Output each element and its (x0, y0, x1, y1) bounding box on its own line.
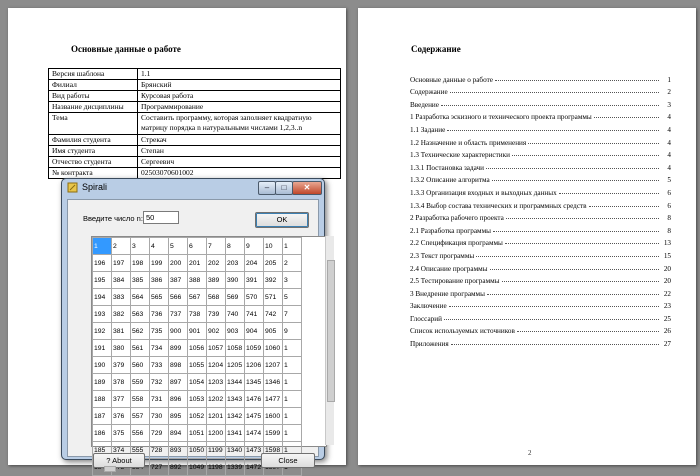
grid-cell[interactable]: 1053 (188, 391, 207, 408)
info-value: Составить программу, которая заполняет квадратную матрицу порядка n натуральными числами 1,2,3..n (138, 113, 341, 135)
number-prompt-label: Введите число n: (83, 214, 143, 223)
horizontal-scrollbar-thumb[interactable] (104, 466, 116, 472)
info-row (49, 91, 341, 102)
grid-cell[interactable]: 897 (169, 374, 188, 391)
grid-cell[interactable]: 194 (93, 289, 112, 306)
grid-cell[interactable]: 195 (93, 272, 112, 289)
grid-cell[interactable]: 1057 (207, 340, 226, 357)
toc-page: 20 (663, 264, 671, 273)
spirali-dialog (61, 178, 325, 471)
grid-cell[interactable]: 730 (150, 408, 169, 425)
info-label: Отчество студента (49, 157, 138, 168)
grid-cell[interactable]: 380 (112, 340, 131, 357)
toc-leader (502, 280, 660, 282)
grid-cell[interactable]: 197 (112, 255, 131, 272)
toc-entry[interactable] (410, 121, 671, 134)
toc-leader (594, 116, 659, 118)
toc-page: 6 (667, 188, 671, 197)
toc-page: 22 (663, 289, 671, 298)
toc-title: Введение (410, 100, 439, 109)
grid-cell[interactable]: 2 (283, 255, 302, 272)
grid-cell[interactable]: 189 (93, 374, 112, 391)
grid-cell[interactable]: 1055 (188, 357, 207, 374)
grid-cell[interactable]: 382 (112, 306, 131, 323)
toc-entry[interactable] (410, 96, 671, 109)
toc-page: 1 (667, 75, 671, 84)
info-row (49, 80, 341, 91)
info-row (49, 157, 341, 168)
grid-cell[interactable]: 569 (226, 289, 245, 306)
info-row (49, 146, 341, 157)
toc-leader (451, 343, 659, 345)
grid-cell[interactable]: 742 (264, 306, 283, 323)
toc-page: 26 (663, 327, 671, 336)
grid-cell[interactable]: 391 (245, 272, 264, 289)
toc-title: Список используемых источников (410, 327, 515, 336)
grid-cell[interactable]: 731 (150, 391, 169, 408)
toc-leader (517, 330, 659, 332)
info-row (49, 135, 341, 146)
grid-cell[interactable]: 381 (112, 323, 131, 340)
info-label: Тема (49, 113, 138, 135)
toc-title: 2.2 Спецификация программы (410, 239, 503, 248)
grid-cell[interactable]: 200 (169, 255, 188, 272)
grid-cell[interactable]: 1339 (226, 459, 245, 476)
grid-cell[interactable]: 205 (264, 255, 283, 272)
grid-cell[interactable]: 187 (93, 408, 112, 425)
toc-page: 5 (667, 176, 671, 185)
grid-cell[interactable]: 1199 (207, 442, 226, 459)
grid-cell[interactable]: 188 (93, 391, 112, 408)
grid-cell[interactable]: 896 (169, 391, 188, 408)
grid-cell[interactable]: 377 (112, 391, 131, 408)
toc-leader (450, 91, 659, 93)
info-label: Версия шаблона (49, 69, 138, 80)
info-label: Филиал (49, 80, 138, 91)
toc-leader (486, 167, 659, 169)
document-page-2 (358, 8, 696, 465)
grid-cell[interactable]: 736 (150, 306, 169, 323)
grid-cell[interactable]: 376 (112, 408, 131, 425)
toc-title: 1.3.1 Постановка задачи (410, 163, 484, 172)
grid-cell[interactable]: 1058 (226, 340, 245, 357)
grid-cell[interactable]: 735 (150, 323, 169, 340)
toc-entry[interactable] (410, 71, 671, 84)
toc-leader (490, 268, 659, 270)
grid-cell[interactable]: 384 (112, 272, 131, 289)
info-value: Брянский (138, 80, 341, 91)
grid-cell[interactable]: 3 (283, 272, 302, 289)
grid-row (93, 306, 302, 323)
grid-cell[interactable]: 190 (93, 357, 112, 374)
toc-leader (447, 129, 659, 131)
vertical-scrollbar[interactable] (325, 236, 334, 445)
grid-cell[interactable]: 905 (264, 323, 283, 340)
toc-leader (493, 230, 659, 232)
grid-cell[interactable]: 556 (131, 425, 150, 442)
grid-cell[interactable]: 732 (150, 374, 169, 391)
toc-entry[interactable] (410, 335, 671, 348)
toc-entry[interactable] (410, 134, 671, 147)
info-value: Курсовая работа (138, 91, 341, 102)
window-title: Spirali (82, 182, 108, 192)
grid-cell[interactable]: 385 (131, 272, 150, 289)
toc-title: Заключение (410, 302, 447, 311)
info-value: Программирование (138, 102, 341, 113)
grid-cell[interactable]: 738 (188, 306, 207, 323)
grid-cell[interactable]: 1343 (226, 391, 245, 408)
toc-page: 27 (663, 340, 671, 349)
grid-cell[interactable]: 374 (112, 442, 131, 459)
toc-page: 3 (667, 100, 671, 109)
toc-leader (528, 142, 659, 144)
grid-cell[interactable]: 390 (226, 272, 245, 289)
grid-cell[interactable]: 1059 (245, 340, 264, 357)
grid-cell[interactable]: 729 (150, 425, 169, 442)
toc-title: 2.3 Текст программы (410, 251, 475, 260)
toc-entry[interactable] (410, 109, 671, 122)
grid-cell[interactable]: 196 (93, 255, 112, 272)
info-row (49, 102, 341, 113)
toc-title: Содержание (410, 88, 448, 97)
grid-cell[interactable]: 6 (188, 238, 207, 255)
number-input[interactable]: 50 (143, 211, 179, 224)
info-value: Степан (138, 146, 341, 157)
toc-leader (487, 293, 659, 295)
toc-title: 1.3.2 Описание алгоритма (410, 176, 490, 185)
toc-title: Приложения (410, 340, 449, 349)
info-value: Стрекач (138, 135, 341, 146)
grid-row (93, 357, 302, 374)
grid-cell[interactable]: 3 (131, 238, 150, 255)
toc-title: 3 Внедрение программы (410, 289, 485, 298)
toc-leader (589, 205, 659, 207)
page-number: 2 (528, 449, 532, 457)
toc-leader (444, 318, 659, 320)
toc-entry[interactable] (410, 210, 671, 223)
toc-entry[interactable] (410, 273, 671, 286)
toc-page: 23 (663, 302, 671, 311)
grid-cell[interactable]: 1207 (264, 357, 283, 374)
grid-cell[interactable]: 734 (150, 340, 169, 357)
grid-cell[interactable]: 2 (112, 238, 131, 255)
toc-leader (492, 179, 659, 181)
grid-cell[interactable]: 1052 (188, 408, 207, 425)
grid-cell[interactable]: 1 (283, 408, 302, 425)
grid-row (93, 374, 302, 391)
toc-entry[interactable] (410, 197, 671, 210)
grid-cell[interactable]: 1200 (207, 425, 226, 442)
grid-cell[interactable]: 1201 (207, 408, 226, 425)
grid-row (93, 340, 302, 357)
grid-cell[interactable]: 1049 (188, 459, 207, 476)
grid-cell[interactable]: 562 (131, 323, 150, 340)
grid-cell[interactable]: 392 (264, 272, 283, 289)
toc-title: 2.5 Тестирование программы (410, 277, 500, 286)
grid-cell[interactable]: 892 (169, 459, 188, 476)
grid-cell[interactable]: 1474 (245, 425, 264, 442)
toc-leader (495, 79, 659, 81)
toc-page: 8 (667, 226, 671, 235)
toc-leader (559, 192, 659, 194)
toc-title: 1.3.4 Выбор состава технических и программных средств (410, 201, 587, 210)
grid-row (93, 272, 302, 289)
grid-cell[interactable]: 1345 (245, 374, 264, 391)
grid-cell[interactable]: 7 (207, 238, 226, 255)
toc-page: 2 (667, 88, 671, 97)
grid-cell[interactable]: 899 (169, 340, 188, 357)
toc-title: Глоссарий (410, 314, 442, 323)
grid-cell[interactable]: 893 (169, 442, 188, 459)
toc-leader (449, 305, 659, 307)
toc-title: 2 Разработка рабочего проекта (410, 214, 504, 223)
grid-cell[interactable]: 568 (207, 289, 226, 306)
grid-cell[interactable]: 1 (283, 340, 302, 357)
grid-cell[interactable]: 566 (169, 289, 188, 306)
toc-entry[interactable] (410, 172, 671, 185)
table-of-contents (410, 71, 671, 348)
toc-page: 4 (667, 125, 671, 134)
toc-leader (476, 255, 659, 257)
toc-entry[interactable] (410, 84, 671, 97)
toc-page: 4 (667, 163, 671, 172)
grid-cell[interactable]: 199 (150, 255, 169, 272)
grid-cell[interactable]: 900 (169, 323, 188, 340)
grid-cell[interactable]: 1477 (264, 391, 283, 408)
info-label: Имя студента (49, 146, 138, 157)
info-row (49, 113, 341, 135)
grid-cell[interactable]: 1342 (226, 408, 245, 425)
toc-title: 1.3.3 Организация входных и выходных данных (410, 188, 557, 197)
grid-cell[interactable]: 1 (283, 238, 302, 255)
grid-cell[interactable]: 1475 (245, 408, 264, 425)
grid-cell[interactable]: 1054 (188, 374, 207, 391)
grid-cell[interactable]: 388 (188, 272, 207, 289)
toc-page: 13 (663, 239, 671, 248)
grid-cell[interactable]: 378 (112, 374, 131, 391)
grid-cell[interactable]: 389 (207, 272, 226, 289)
info-value: 02503070601002 (138, 168, 341, 179)
grid-cell[interactable]: 1 (93, 238, 112, 255)
toc-page: 4 (667, 138, 671, 147)
grid-cell[interactable]: 383 (112, 289, 131, 306)
grid-cell[interactable]: 555 (131, 442, 150, 459)
grid-cell[interactable]: 904 (245, 323, 264, 340)
grid-row (93, 238, 302, 255)
toc-title: 2.4 Описание программы (410, 264, 488, 273)
toc-entry[interactable] (410, 147, 671, 160)
grid-cell[interactable]: 1205 (226, 357, 245, 374)
grid-cell[interactable]: 5 (169, 238, 188, 255)
grid-cell[interactable]: 741 (245, 306, 264, 323)
scrollbar-thumb[interactable] (327, 260, 335, 402)
toc-entry[interactable] (410, 159, 671, 172)
grid-cell[interactable]: 10 (264, 238, 283, 255)
grid-cell[interactable]: 1473 (245, 442, 264, 459)
info-row (49, 69, 341, 80)
grid-cell[interactable]: 192 (93, 323, 112, 340)
grid-cell[interactable]: 567 (188, 289, 207, 306)
grid-cell[interactable]: 1060 (264, 340, 283, 357)
grid-cell[interactable]: 191 (93, 340, 112, 357)
grid-cell[interactable]: 565 (150, 289, 169, 306)
grid-cell[interactable]: 728 (150, 442, 169, 459)
toc-page: 25 (663, 314, 671, 323)
grid-cell[interactable]: 5 (283, 289, 302, 306)
grid-cell[interactable]: 1 (283, 391, 302, 408)
grid-cell[interactable]: 193 (93, 306, 112, 323)
grid-cell[interactable]: 739 (207, 306, 226, 323)
grid-row (93, 323, 302, 340)
grid-cell[interactable]: 1600 (264, 408, 283, 425)
close-button[interactable]: Close (261, 453, 315, 468)
info-label: Вид работы (49, 91, 138, 102)
grid-row (93, 255, 302, 272)
grid-cell[interactable]: 903 (226, 323, 245, 340)
toc-page: 4 (667, 113, 671, 122)
toc-title: 1.3 Технические характеристики (410, 151, 510, 160)
toc-title: 2.1 Разработка программы (410, 226, 491, 235)
grid-cell[interactable]: 1 (283, 442, 302, 459)
grid-row (93, 391, 302, 408)
toc-entry[interactable] (410, 298, 671, 311)
grid-cell[interactable]: 203 (226, 255, 245, 272)
grid-cell[interactable]: 1198 (207, 459, 226, 476)
grid-cell[interactable]: 386 (150, 272, 169, 289)
toc-entry[interactable] (410, 222, 671, 235)
grid-cell[interactable]: 1 (283, 425, 302, 442)
grid-cell[interactable]: 9 (245, 238, 264, 255)
info-label: № контракта (49, 168, 138, 179)
dialog-client-area (67, 199, 319, 471)
grid-cell[interactable]: 901 (188, 323, 207, 340)
toc-page: 6 (667, 201, 671, 210)
grid-cell[interactable]: 1050 (188, 442, 207, 459)
grid-cell[interactable]: 902 (207, 323, 226, 340)
grid-cell[interactable]: 737 (169, 306, 188, 323)
toc-leader (512, 154, 659, 156)
grid-cell[interactable]: 186 (93, 425, 112, 442)
grid-cell[interactable]: 379 (112, 357, 131, 374)
info-value: Сергеевич (138, 157, 341, 168)
info-row (49, 168, 341, 179)
title-bar[interactable] (62, 179, 324, 197)
grid-cell[interactable]: 1056 (188, 340, 207, 357)
toc-entry[interactable] (410, 247, 671, 260)
toc-page: 4 (667, 151, 671, 160)
grid-cell[interactable]: 571 (264, 289, 283, 306)
toc-leader (441, 104, 659, 106)
grid-cell[interactable]: 204 (245, 255, 264, 272)
grid-cell[interactable]: 1599 (264, 425, 283, 442)
grid-cell[interactable]: 1472 (245, 459, 264, 476)
grid-cell[interactable]: 727 (150, 459, 169, 476)
grid-cell[interactable]: 1598 (264, 442, 283, 459)
grid-row (93, 408, 302, 425)
grid-cell[interactable]: 375 (112, 425, 131, 442)
grid-cell[interactable]: 733 (150, 357, 169, 374)
grid-cell[interactable]: 387 (169, 272, 188, 289)
grid-cell[interactable]: 1 (283, 374, 302, 391)
app-icon (67, 182, 78, 193)
grid-cell[interactable]: 564 (131, 289, 150, 306)
grid-cell[interactable]: 894 (169, 425, 188, 442)
grid-cell[interactable]: 570 (245, 289, 264, 306)
grid-cell[interactable]: 1346 (264, 374, 283, 391)
close-window-button[interactable]: ✕ (292, 181, 322, 195)
toc-entry[interactable] (410, 285, 671, 298)
toc-title: 1.2 Назначение и область применения (410, 138, 527, 147)
grid-cell[interactable]: 9 (283, 323, 302, 340)
toc-title: Основные данные о работе (410, 75, 493, 84)
grid-cell[interactable]: 7 (283, 306, 302, 323)
info-label: Фамилия студента (49, 135, 138, 146)
maximize-button[interactable]: □ (275, 181, 293, 195)
grid-cell[interactable]: 198 (131, 255, 150, 272)
toc-entry[interactable] (410, 323, 671, 336)
page-heading: Основные данные о работе (71, 44, 181, 54)
grid-row (93, 425, 302, 442)
grid-cell[interactable]: 1344 (226, 374, 245, 391)
grid-cell[interactable]: 185 (93, 442, 112, 459)
grid-cell[interactable]: 1202 (207, 391, 226, 408)
grid-cell[interactable]: 559 (131, 374, 150, 391)
grid-row (93, 289, 302, 306)
toc-entry[interactable] (410, 235, 671, 248)
grid-cell[interactable]: 898 (169, 357, 188, 374)
toc-title: 1 Разработка эскизного и технического проекта программы (410, 113, 592, 122)
grid-cell[interactable]: 561 (131, 340, 150, 357)
about-button[interactable]: ? About (93, 453, 145, 468)
grid-cell[interactable]: 1341 (226, 425, 245, 442)
contents-heading: Содержание (411, 44, 461, 54)
info-label: Название дисциплины (49, 102, 138, 113)
grid-cell[interactable]: 558 (131, 391, 150, 408)
grid-cell[interactable]: 1204 (207, 357, 226, 374)
grid-cell[interactable]: 563 (131, 306, 150, 323)
grid-cell[interactable]: 201 (188, 255, 207, 272)
toc-page: 8 (667, 214, 671, 223)
toc-entry[interactable] (410, 260, 671, 273)
work-info-table (48, 68, 341, 179)
grid-cell[interactable]: 1 (283, 357, 302, 374)
grid-cell[interactable]: 1203 (207, 374, 226, 391)
grid-cell[interactable]: 202 (207, 255, 226, 272)
toc-page: 20 (663, 277, 671, 286)
toc-title: 1.1 Задание (410, 125, 446, 134)
ok-button[interactable]: OK (255, 212, 309, 228)
toc-leader (506, 217, 659, 219)
grid-cell[interactable]: 8 (226, 238, 245, 255)
grid-cell[interactable]: 557 (131, 408, 150, 425)
info-value: 1.1 (138, 69, 341, 80)
grid-cell[interactable]: 740 (226, 306, 245, 323)
grid-cell[interactable]: 4 (150, 238, 169, 255)
grid-cell[interactable]: 560 (131, 357, 150, 374)
toc-leader (505, 242, 659, 244)
minimize-button[interactable]: – (258, 181, 276, 195)
grid-cell[interactable]: 1206 (245, 357, 264, 374)
grid-cell[interactable]: 895 (169, 408, 188, 425)
grid-cell[interactable]: 1051 (188, 425, 207, 442)
toc-page: 15 (663, 251, 671, 260)
grid-cell[interactable]: 1476 (245, 391, 264, 408)
toc-entry[interactable] (410, 184, 671, 197)
grid-cell[interactable]: 1340 (226, 442, 245, 459)
toc-entry[interactable] (410, 310, 671, 323)
